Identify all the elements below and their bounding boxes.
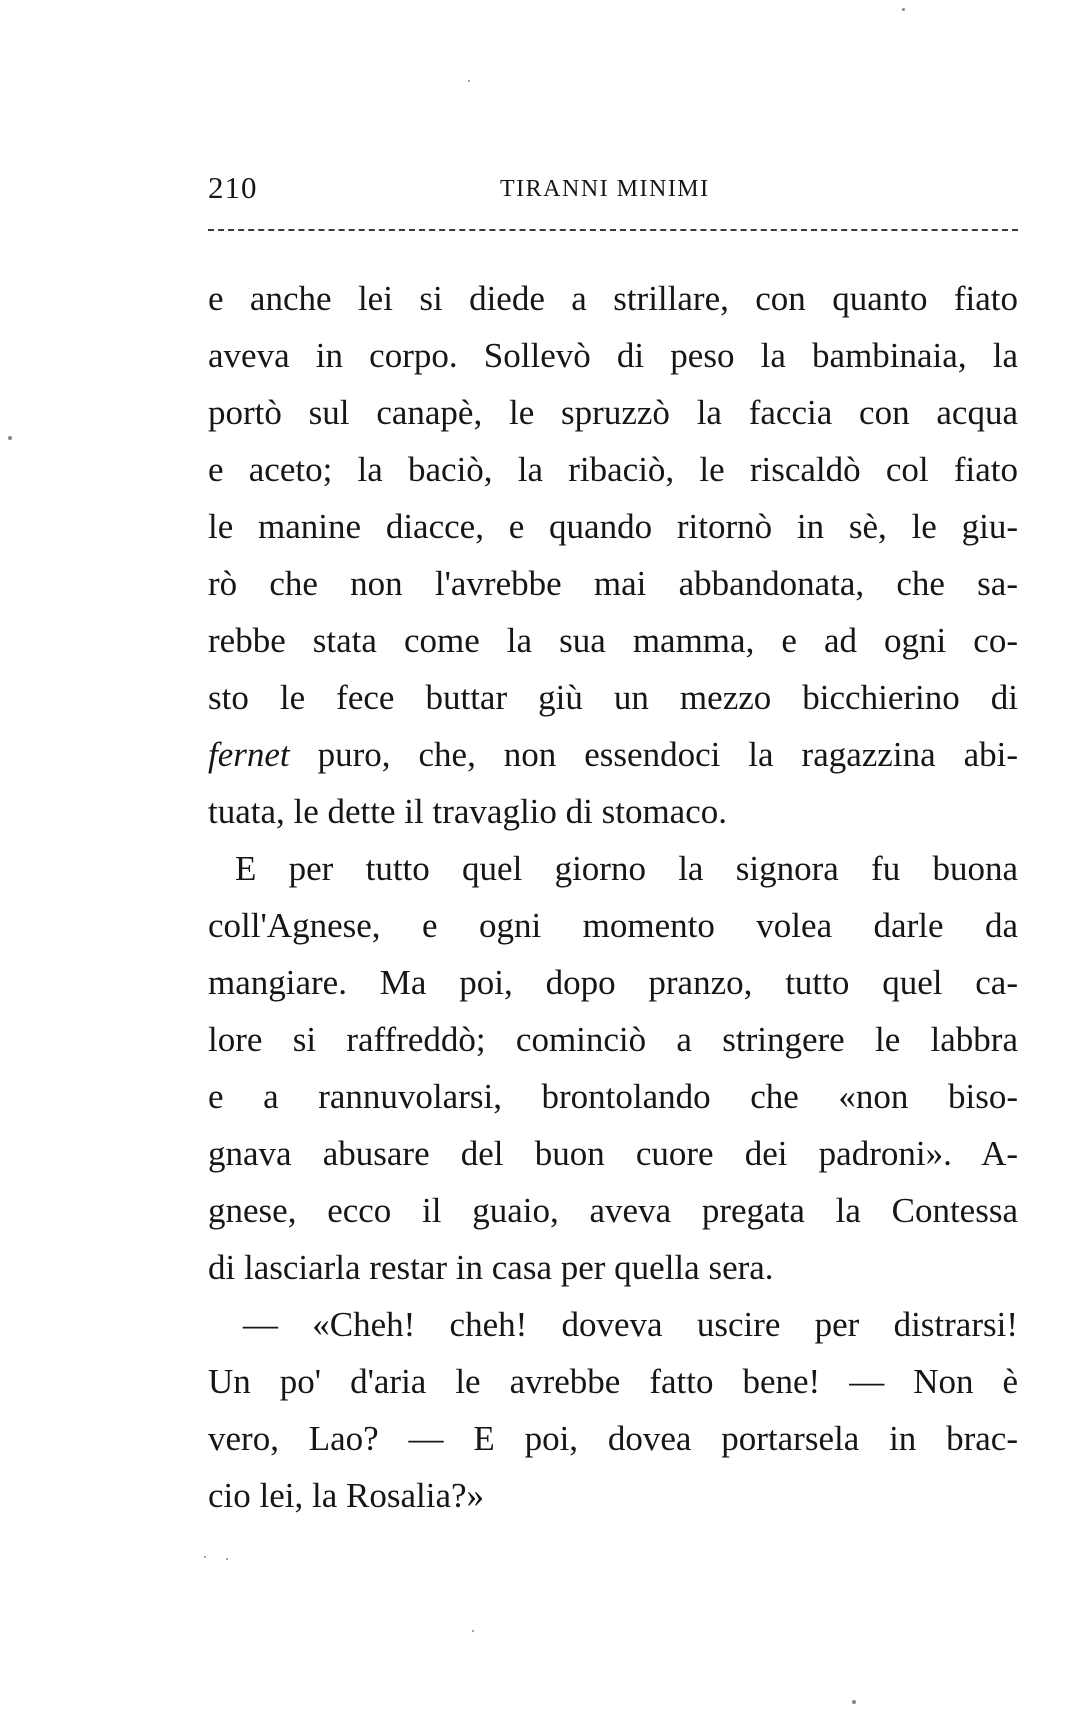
text-line: gnese, ecco il guaio, aveva pregata la Contessa <box>208 1191 1018 1230</box>
text-line: e aceto; la baciò, la ribaciò, le riscaldò col fiato <box>208 450 1018 489</box>
text-line: mangiare. Ma poi, dopo pranzo, tutto quel ca- <box>208 963 1018 1002</box>
text-line: rò che non l'avrebbe mai abbandonata, che sa- <box>208 564 1018 603</box>
text-line: lore si raffreddò; cominciò a stringere le labbra <box>208 1020 1018 1059</box>
text-line: — «Cheh! cheh! doveva uscire per distrarsi! <box>243 1305 1018 1344</box>
text-line: le manine diacce, e quando ritornò in sè, le giu- <box>208 507 1018 546</box>
text-line: coll'Agnese, e ogni momento volea darle da <box>208 906 1018 945</box>
running-head <box>208 170 1018 214</box>
text-line: aveva in corpo. Sollevò di peso la bambinaia, la <box>208 336 1018 375</box>
page-number: 210 <box>208 170 258 205</box>
text-line: e a rannuvolarsi, brontolando che «non biso- <box>208 1077 1018 1116</box>
text-line: E per tutto quel giorno la signora fu buona <box>235 849 1018 888</box>
text-line-rest: puro, che, non essendoci la ragazzina abi- <box>289 735 1018 774</box>
paper-speck <box>204 1556 206 1558</box>
italic-word: fernet <box>208 735 290 774</box>
paper-speck <box>852 1700 856 1704</box>
paper-speck <box>226 1558 228 1560</box>
paper-speck <box>8 436 12 440</box>
text-line: di lasciarla restar in casa per quella sera. <box>208 1248 774 1287</box>
text-line: rebbe stata come la sua mamma, e ad ogni co- <box>208 621 1018 660</box>
text-line: sto le fece buttar giù un mezzo bicchierino di <box>208 678 1018 717</box>
running-title: TIRANNI MINIMI <box>500 176 710 202</box>
text-line <box>208 726 1018 783</box>
body-text <box>208 270 1018 1524</box>
text-line: Un po' d'aria le avrebbe fatto bene! — Non è <box>208 1362 1018 1401</box>
text-line: portò sul canapè, le spruzzò la faccia con acqua <box>208 393 1018 432</box>
text-line: gnava abusare del buon cuore dei padroni». A- <box>208 1134 1018 1173</box>
paper-speck <box>468 80 470 82</box>
text-line: tuata, le dette il travaglio di stomaco. <box>208 792 728 831</box>
text-line: e anche lei si diede a strillare, con quanto fiato <box>208 279 1018 318</box>
paper-speck <box>472 1630 474 1632</box>
header-rule <box>208 229 1018 231</box>
text-line: vero, Lao? — E poi, dovea portarsela in brac- <box>208 1419 1018 1458</box>
paper-speck <box>902 8 905 11</box>
text-line: cio lei, la Rosalia?» <box>208 1476 485 1515</box>
